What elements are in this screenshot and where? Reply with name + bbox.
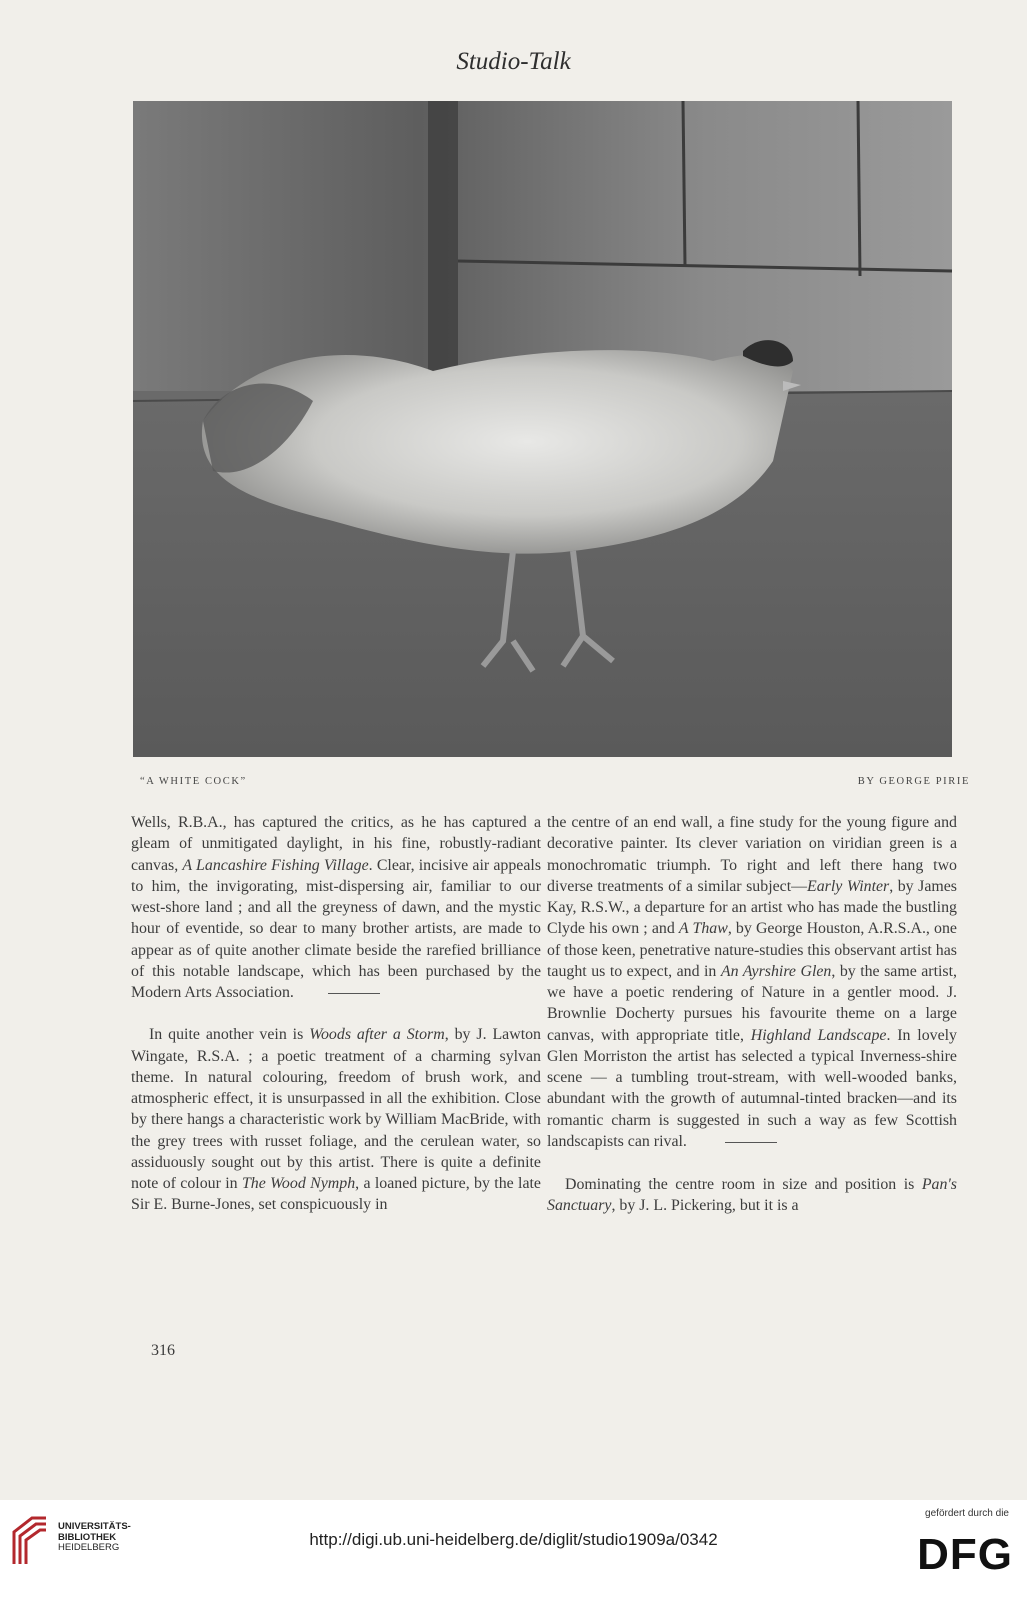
- right-p2-a: Dominating the centre room in size and position is: [565, 1176, 922, 1193]
- right-p2-title: Pan's Sanctuary: [547, 1176, 957, 1215]
- source-url-link[interactable]: http://digi.ub.uni-heidelberg.de/diglit/studio1909a/0342: [309, 1530, 718, 1549]
- left-p2-b: , by J. Lawton Wingate, R.S.A. ; a poetic treatment of a charming sylvan theme. In natural colouring, freedom of brush work, and atmospheric effect, it is unsurpassed in all the exhibition. Close by there hangs a characteristic work by William MacBride, with the grey trees with russet foliage, and the cerulean water, so assiduously sought out by this artist. There is quite a definite note of colour in: [131, 1026, 542, 1192]
- right-p2-b: , by J. L. Pickering, but it is a: [611, 1197, 799, 1215]
- left-paragraph-2: [131, 1024, 541, 1215]
- right-paragraph-2: [547, 1174, 957, 1217]
- running-head: Studio-Talk: [456, 48, 571, 75]
- right-p1-b: , by James Kay, R.S.W., a departure for an artist who has made the bustling Clyde his own ; and: [547, 877, 957, 938]
- right-p1-e: . In lovely Glen Morriston the artist has selected a typical Inverness-shire scene — a tumbling trout-stream, with well-wooded banks, abundant with the growth of autumnal-tinted bracken—and its romantic charm is suggested in such a way as few Scottish landscapists can rival.: [547, 1026, 958, 1150]
- right-p1-title3: An Ayrshire Glen: [720, 962, 832, 980]
- plate-white-cock: [133, 101, 952, 757]
- left-p1-text: Wells, R.B.A., has captured the critics, as he has captured a gleam of unmitigated daylight, in his fine, robustly-radiant canvas,: [131, 814, 541, 874]
- right-p1-title4: Highland Landscape: [750, 1026, 887, 1044]
- right-column: [547, 812, 957, 1217]
- left-p2-a: In quite another vein is: [149, 1026, 310, 1044]
- digitization-footer: [0, 1500, 1027, 1600]
- left-p2-c: , a loaned picture, by the late Sir E. Burne-Jones, set conspicuously in: [131, 1175, 541, 1214]
- right-p1-title2: A Thaw: [678, 920, 728, 938]
- library-line-2: BIBLIOTHEK: [58, 1531, 117, 1543]
- dfg-logo: DFG: [917, 1530, 1013, 1579]
- left-p1-title: A Lancashire Fishing Village: [182, 856, 369, 874]
- right-p1-a: the centre of an end wall, a fine study for the young figure and decorative painter. Its clever variation on viridian green is a monochromatic triumph. To right and left there hang two diverse treatments of a similar subject—: [547, 814, 957, 895]
- section-divider-right: [725, 1142, 777, 1153]
- library-line-1: UNIVERSITÄTS-: [58, 1521, 131, 1532]
- left-paragraph-1: [131, 812, 541, 1003]
- left-p2-title1: Woods after a Storm: [309, 1026, 445, 1044]
- library-line-3: HEIDELBERG: [58, 1542, 120, 1553]
- page-number: 316: [151, 1342, 175, 1359]
- plate-caption-artist: BY GEORGE PIRIE: [857, 776, 970, 787]
- right-p1-c: , by George Houston, A.R.S.A., one of those keen, penetrative nature-studies this observant artist has taught us to expect, and in: [547, 920, 957, 980]
- left-p2-title2: The Wood Nymph: [241, 1175, 356, 1192]
- right-p1-d: , by the same artist, we have a poetic rendering of Nature in a gentler mood. J. Brownlie Docherty pursues his favourite theme on a large canvas, with appropriate title,: [547, 962, 957, 1044]
- left-p1-rest: . Clear, incisive air appeals to him, the invigorating, mist-dispersing air, familiar to our west-shore land ; and all the greyness of dawn, and the mystic hour of eventide, so dear to many brother artists, are made to appear as of quite another climate beside the rarefied brilliance of this notable landscape, which has been purchased by the Modern Arts Association.: [131, 856, 541, 1001]
- plate-caption-title: “A WHITE COCK”: [140, 776, 247, 787]
- section-divider: [328, 993, 380, 994]
- left-column: [131, 812, 541, 1216]
- right-paragraph-1: [547, 812, 957, 1152]
- white-cock-image: [133, 101, 952, 757]
- funding-note: gefördert durch die: [925, 1508, 1009, 1519]
- right-p1-title1: Early Winter: [807, 877, 890, 895]
